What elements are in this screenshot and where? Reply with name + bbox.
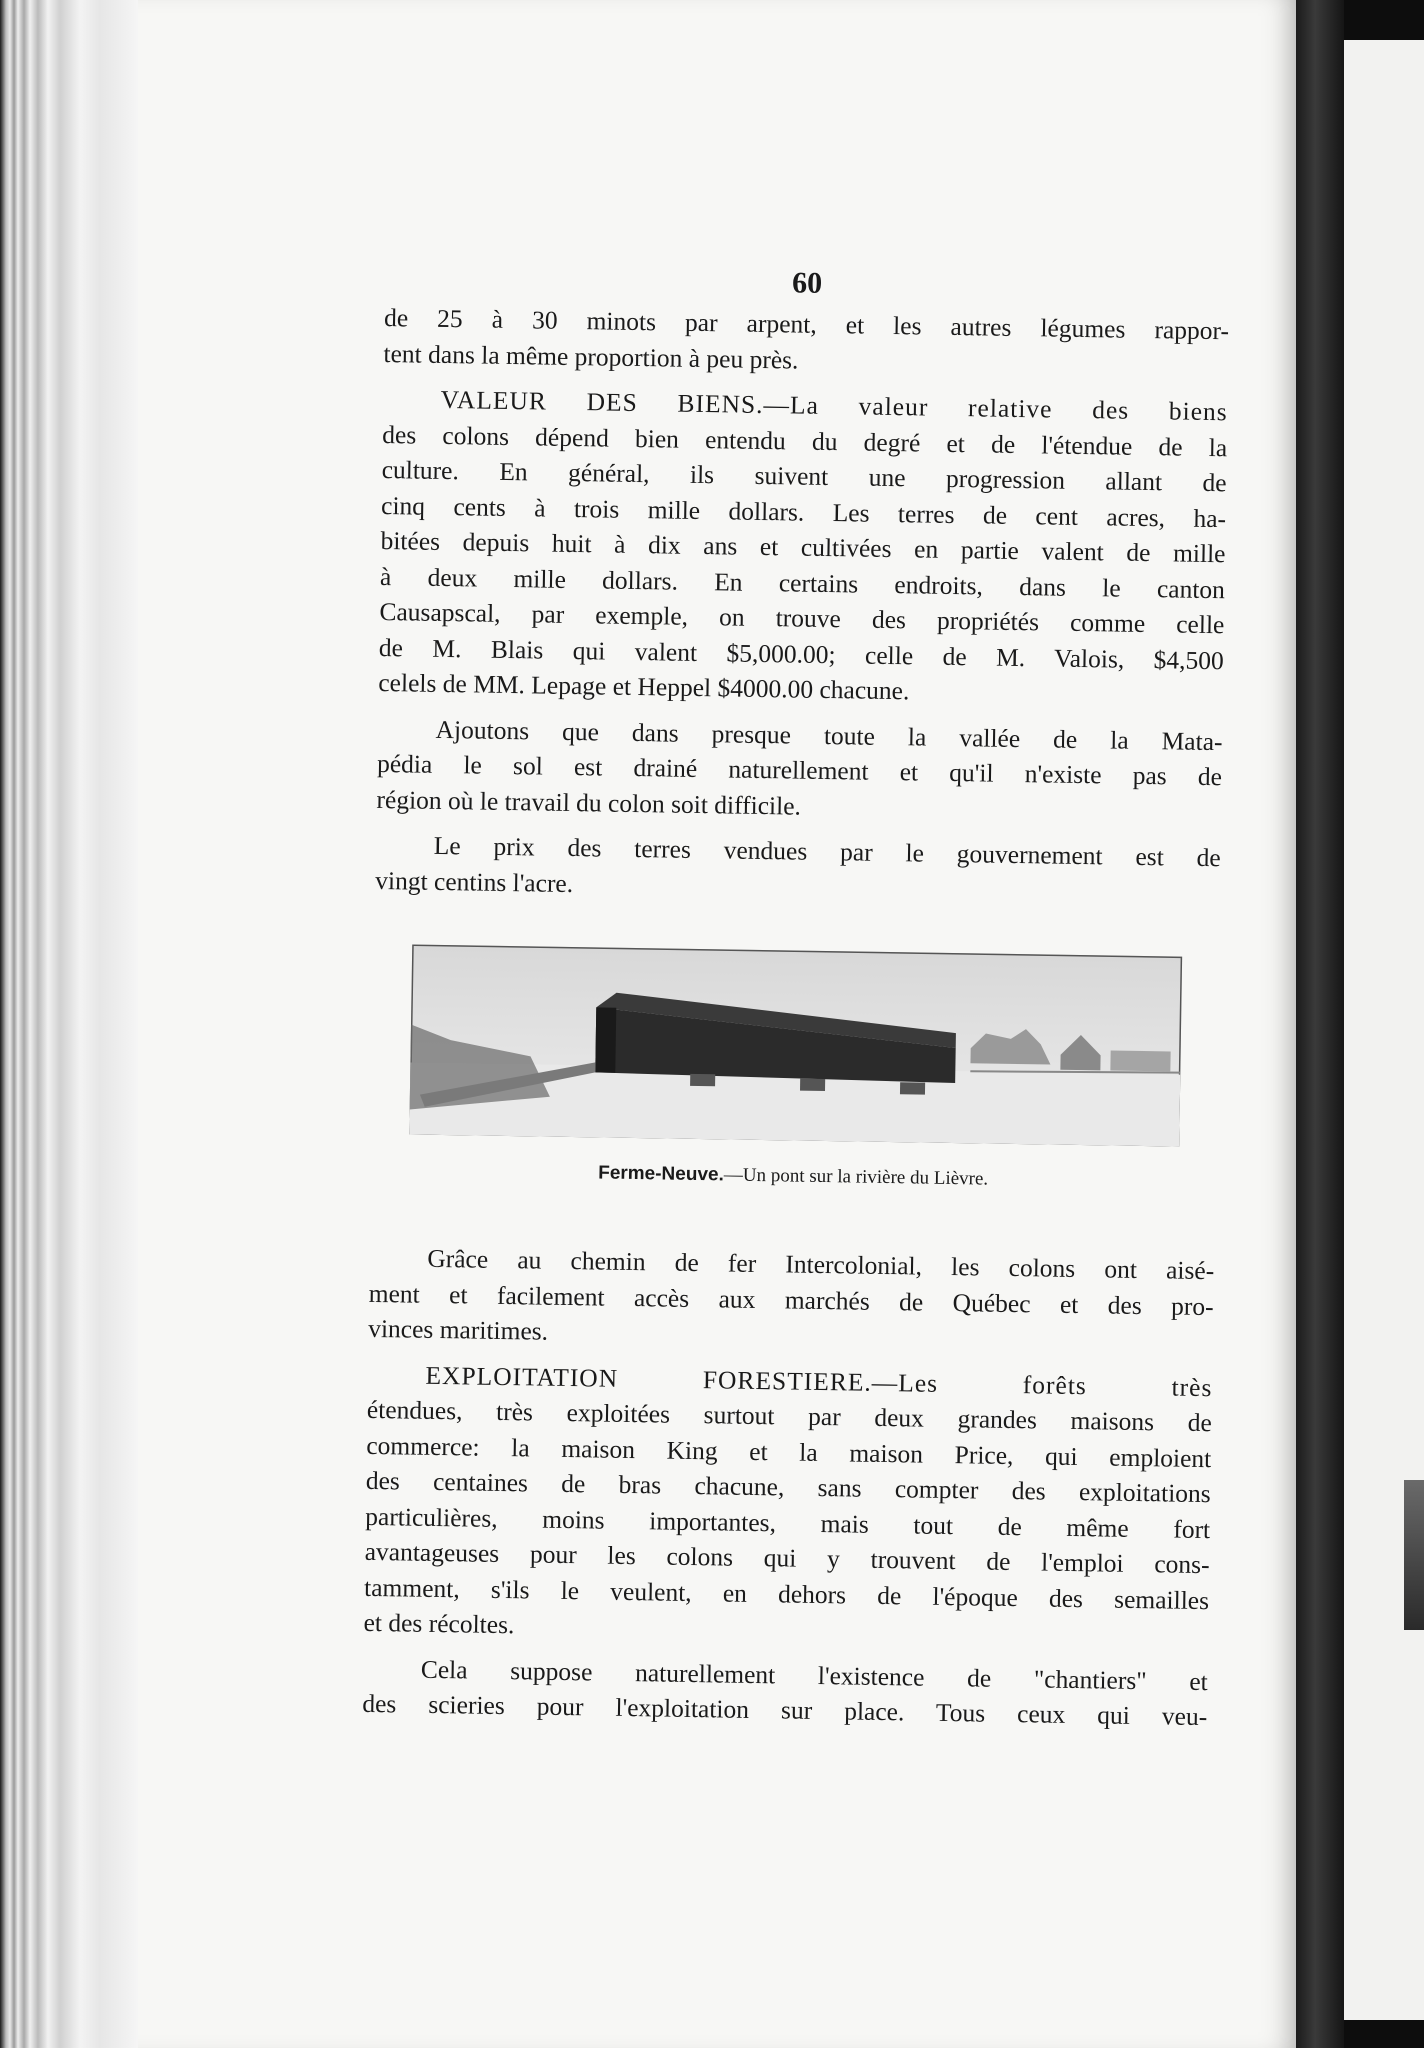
text-line: des centaines de bras chacune, sans compter des exploitations: [365, 1465, 1211, 1509]
text-line: vingt centins l'acre.: [375, 865, 574, 898]
page-content: [362, 260, 1230, 1745]
section-heading-line: EXPLOITATION FORESTIERE.—Les forêts très: [425, 1360, 1213, 1402]
page-edges: [0, 0, 140, 2048]
text-line: région où le travail du colon soit difficile.: [376, 784, 802, 821]
text-line: Causapscal, par exemple, on trouve des propriétés comme celle: [379, 596, 1225, 640]
figure: [371, 944, 1220, 1195]
paragraph: [362, 1650, 1208, 1734]
paragraph: [375, 827, 1221, 911]
paragraph: [383, 300, 1229, 384]
text-line: et des récoltes.: [363, 1607, 515, 1640]
text-line: ment et facilement accès aux marchés de Québec et des pro-: [368, 1278, 1214, 1321]
text-line: de M. Blais qui valent $5,000.00; celle de M. Valois, $4,500: [378, 632, 1225, 675]
text-line: pédia le sol est drainé naturellement et qu'il n'existe pas de: [376, 748, 1223, 792]
text-line: celels de MM. Lepage et Heppel $4000.00 chacune.: [378, 667, 910, 706]
text-line: bitées depuis huit à dix ans et cultivées en partie valent de mille: [380, 525, 1226, 569]
text-line: Cela suppose naturellement l'existence de "chantiers" et: [420, 1654, 1209, 1696]
text-line: particulières, moins importantes, mais tout de même fort: [365, 1501, 1211, 1544]
caption-description: —Un pont sur la rivière du Lièvre.: [723, 1164, 989, 1190]
text-line: cinq cents à trois mille dollars. Les terres de cent acres, ha-: [380, 490, 1227, 533]
adjacent-page: [1344, 40, 1424, 2020]
text-line: Le prix des terres vendues par le gouvernement est de: [433, 830, 1221, 873]
book-spine: [1296, 0, 1344, 2048]
adjacent-page-photo-edge: [1404, 1480, 1424, 1630]
paragraph: [368, 1240, 1215, 1360]
text-line: avantageuses pour les colons qui y trouvent de l'emploi cons-: [364, 1536, 1210, 1580]
section-heading-line: VALEUR DES BIENS.—La valeur relative des biens: [440, 384, 1228, 427]
covered-bridge-photo: [409, 945, 1182, 1147]
text-line: de 25 à 30 minots par arpent, et les autres légumes rappor-: [383, 302, 1230, 346]
caption-place: Ferme-Neuve.: [598, 1162, 724, 1186]
text-line: culture. En général, ils suivent une progression allant de: [381, 454, 1227, 498]
text-line: étendues, très exploitées surtout par deux grandes maisons de: [366, 1394, 1213, 1438]
text-line: tamment, s'ils le veulent, en dehors de l'époque des semailles: [363, 1572, 1210, 1615]
paragraph-valeur-des-biens: [378, 381, 1228, 714]
paragraph-exploitation-forestiere: [363, 1356, 1212, 1653]
text-line: des colons dépend bien entendu du degré et de l'étendue de la: [382, 419, 1228, 462]
paragraph: [376, 710, 1223, 830]
text-line: à deux mille dollars. En certains endroits, dans le canton: [379, 561, 1226, 604]
text-line: Grâce au chemin de fer Intercolonial, les colons ont aisé-: [427, 1243, 1215, 1286]
text-line: vinces maritimes.: [367, 1313, 549, 1346]
figure-caption: [371, 1158, 1216, 1195]
text-line: tent dans la même proportion à peu près.: [383, 338, 799, 375]
text-line: Ajoutons que dans presque toute la vallée de la Mata-: [435, 714, 1223, 756]
text-line: commerce: la maison King et la maison Price, qui emploient: [366, 1430, 1212, 1473]
page-number: 60: [791, 266, 823, 300]
text-line: des scieries pour l'exploitation sur place. Tous ceux qui veu-: [362, 1688, 1208, 1732]
